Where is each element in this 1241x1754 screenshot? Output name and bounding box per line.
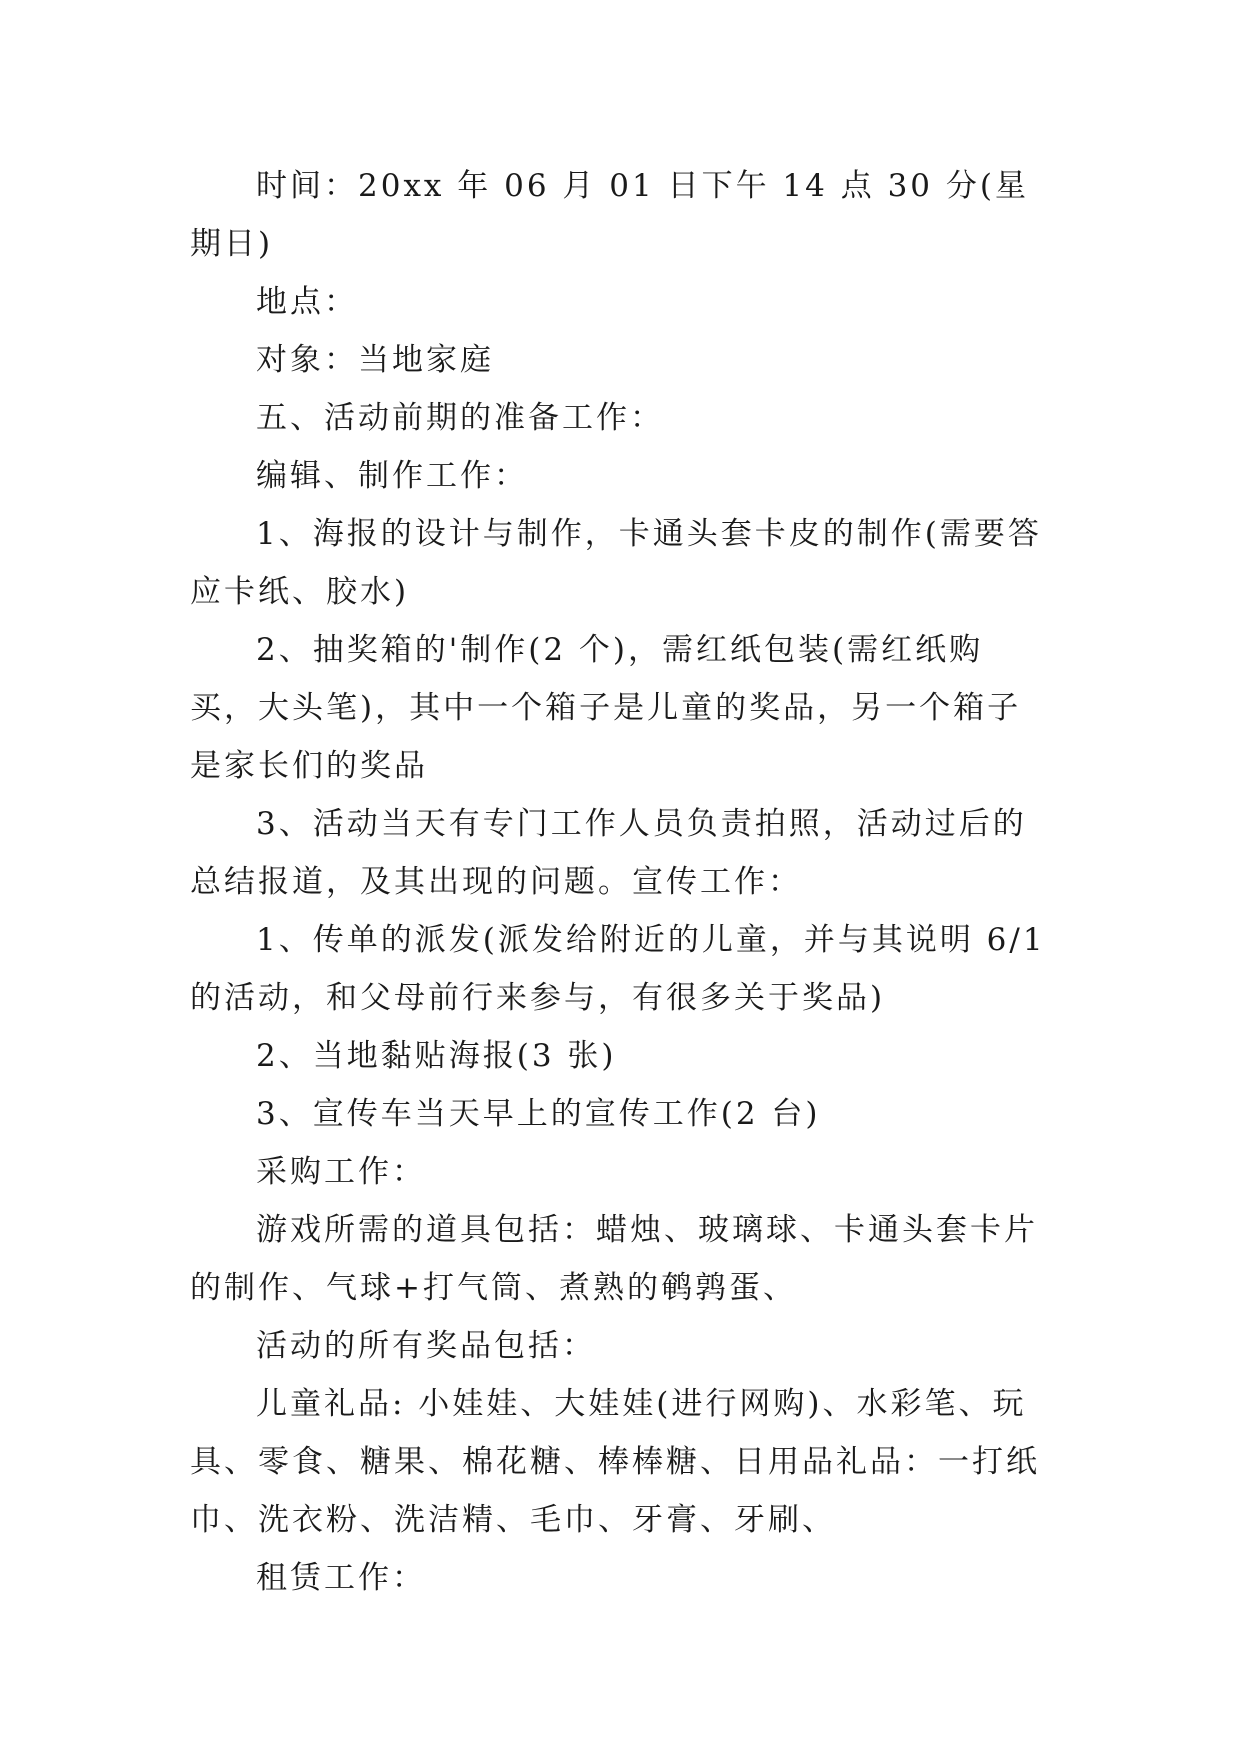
list-item-poster-design: 1、海报的设计与制作，卡通头套卡皮的制作(需要答应卡纸、胶水) <box>190 516 1042 610</box>
document-body <box>190 157 1050 1607</box>
paragraph-gifts: 儿童礼品: 小娃娃、大娃娃(进行网购)、水彩笔、玩具、零食、糖果、棉花糖、棒棒糖、日用品礼品：一打纸巾、洗衣粉、洗洁精、毛巾、牙膏、牙刷、 <box>190 1386 1040 1538</box>
paragraph-time: 时间：20xx 年 06 月 01 日下午 14 点 30 分(星期日) <box>190 168 1029 262</box>
list-item-flyers: 1、传单的派发(派发给附近的儿童，并与其说明 6/1 的活动，和父母前行来参与，有很多关于奖品) <box>190 922 1046 1016</box>
list-item-lottery-box: 2、抽奖箱的'制作(2 个)，需红纸包装(需红纸购买，大头笔)，其中一个箱子是儿童的奖品，另一个箱子是家长们的奖品 <box>190 632 1022 784</box>
section-heading-preparation: 五、活动前期的准备工作： <box>256 400 664 436</box>
paragraph-prizes-intro: 活动的所有奖品包括： <box>256 1328 596 1364</box>
paragraph-game-props: 游戏所需的道具包括：蜡烛、玻璃球、卡通头套卡片的制作、气球+打气筒、煮熟的鹌鹑蛋、 <box>190 1212 1038 1306</box>
subheading-rental: 租赁工作： <box>256 1560 426 1596</box>
subheading-editing-production: 编辑、制作工作： <box>256 458 528 494</box>
list-item-posters: 2、当地黏贴海报(3 张) <box>256 1038 617 1074</box>
list-item-photography: 3、活动当天有专门工作人员负责拍照，活动过后的总结报道，及其出现的问题。宣传工作： <box>190 806 1027 900</box>
paragraph-audience: 对象：当地家庭 <box>256 342 494 378</box>
paragraph-location: 地点： <box>256 284 358 320</box>
list-item-promo-vehicle: 3、宣传车当天早上的宣传工作(2 台) <box>256 1096 821 1132</box>
subheading-purchasing: 采购工作： <box>256 1154 426 1190</box>
